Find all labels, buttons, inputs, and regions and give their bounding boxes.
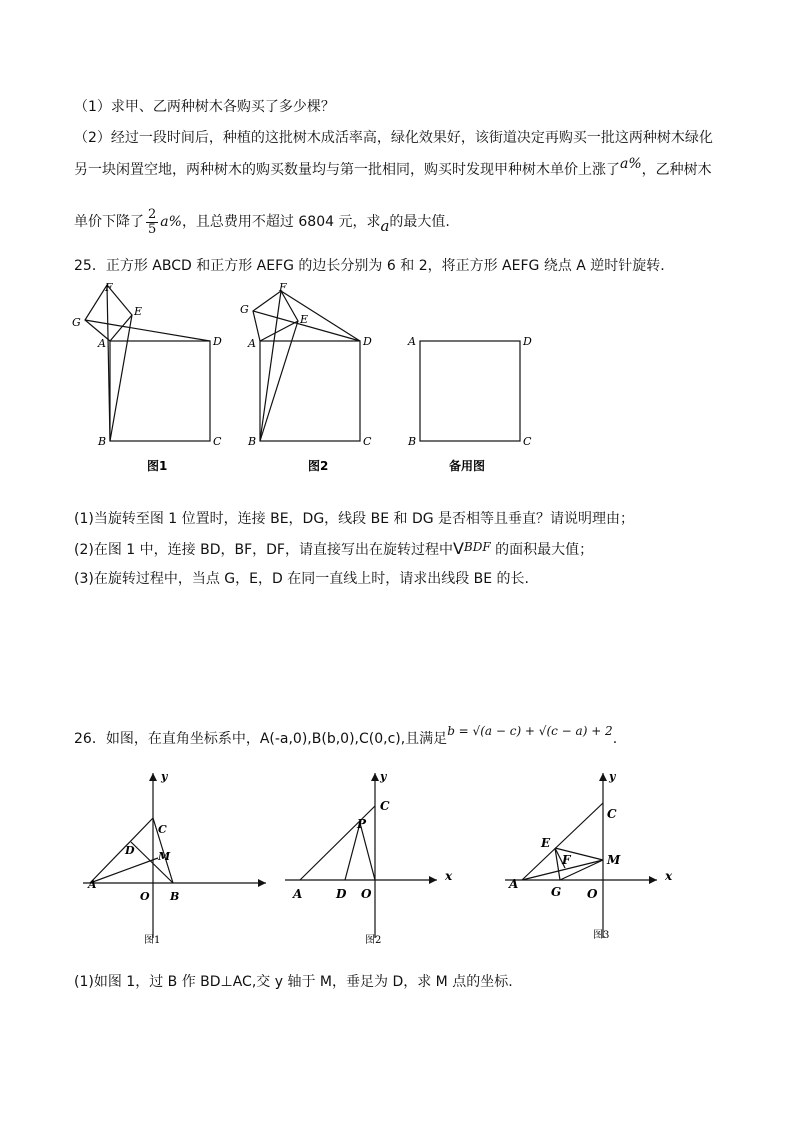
q26-text: 26．如图，在直角坐标系中，A(-a,0),B(b,0),C(0,c),且满足 xyxy=(74,731,448,747)
label-B: B xyxy=(98,435,107,448)
label-C: C xyxy=(523,435,532,448)
figure-caption: 图2 xyxy=(365,935,382,946)
figure-caption: 图2 xyxy=(308,459,329,473)
label-G: G xyxy=(240,303,249,316)
fraction-numerator: 2 xyxy=(148,206,157,222)
label-O: O xyxy=(361,887,372,901)
q25-figure-2 xyxy=(210,275,390,480)
label-M: M xyxy=(158,850,171,863)
label-B: B xyxy=(248,435,257,448)
label-x: x xyxy=(445,869,453,883)
q26-text: . xyxy=(612,731,618,747)
q25-question-3: (3)在旋转过程中，当点 G，E，D 在同一直线上时，请求出线段 BE 的长. xyxy=(74,571,530,587)
label-E: E xyxy=(300,313,309,326)
label-C: C xyxy=(607,807,617,821)
label-A: A xyxy=(293,887,303,901)
label-B: B xyxy=(170,890,180,903)
label-F: F xyxy=(562,853,571,867)
label-y: y xyxy=(609,770,616,783)
q24-part2-line2 xyxy=(74,156,712,180)
label-E: E xyxy=(134,305,143,318)
q25-text: (2)在图 1 中，连接 BD，BF，DF，请直接写出在旋转过程中 xyxy=(74,542,453,558)
q24-part2-line1: （2）经过一段时间后，种植的这批树木成活率高，绿化效果好，该街道决定再购买一批这两种树木绿化 xyxy=(74,130,713,146)
q26-figure-3 xyxy=(505,768,685,943)
q24-var-a-percent: a% xyxy=(160,214,182,230)
label-A: A xyxy=(88,878,97,891)
label-C: C xyxy=(380,799,390,813)
fraction-two-fifths xyxy=(146,208,158,237)
label-A: A xyxy=(408,335,416,348)
label-P: P xyxy=(357,817,367,831)
q24-var-a-percent: a% xyxy=(620,156,642,172)
label-D: D xyxy=(125,844,135,857)
label-M: M xyxy=(607,853,621,867)
fraction-denominator: 5 xyxy=(148,221,157,237)
label-F: F xyxy=(105,281,113,294)
label-D: D xyxy=(523,335,532,348)
q24-text: 的最大值. xyxy=(389,214,450,230)
q24-text: ，乙种树木 xyxy=(641,162,712,178)
label-G: G xyxy=(72,316,81,329)
q26-figure-2 xyxy=(285,768,470,948)
q26-question-1: (1)如图 1，过 B 作 BD⊥AC,交 y 轴于 M，垂足为 D，求 M 点的坐标. xyxy=(74,974,513,990)
q25-text: 的面积最大值； xyxy=(490,542,594,558)
q25-stem: 25．正方形 ABCD 和正方形 AEFG 的边长分别为 6 和 2，将正方形 AEFG 绕点 A 逆时针旋转. xyxy=(74,258,665,274)
label-A: A xyxy=(509,877,519,891)
triangle-symbol: V xyxy=(452,539,464,558)
label-G: G xyxy=(551,885,562,899)
q25-figure-backup xyxy=(370,275,550,480)
q25-question-1: (1)当旋转至图 1 位置时，连接 BE，DG，线段 BE 和 DG 是否相等且垂直？请说明理由； xyxy=(74,511,635,527)
label-x: x xyxy=(665,869,673,883)
label-D: D xyxy=(213,335,222,348)
label-C: C xyxy=(158,823,167,836)
q24-text: 单价下降了 xyxy=(74,214,144,230)
label-O: O xyxy=(140,890,150,903)
label-D: D xyxy=(336,887,347,901)
label-B: B xyxy=(408,435,417,448)
label-y: y xyxy=(380,770,387,783)
label-y: y xyxy=(161,770,168,783)
q24-text: ，且总费用不超过 6804 元，求 xyxy=(181,214,381,230)
q26-figure-1 xyxy=(78,768,278,948)
triangle-name: BDF xyxy=(463,540,491,554)
q24-part1: （1）求甲、乙两种树木各购买了多少棵？ xyxy=(74,99,335,115)
label-C: C xyxy=(213,435,222,448)
label-D: D xyxy=(363,335,372,348)
q24-var-a: a xyxy=(380,217,390,235)
q24-part2-line3 xyxy=(74,206,450,237)
figure-caption: 图1 xyxy=(144,935,161,946)
label-O: O xyxy=(587,887,598,901)
q24-text: 另一块闲置空地，两种树木的购买数量均与第一批相同，购买时发现甲种树木单价上涨了 xyxy=(74,162,620,178)
label-A: A xyxy=(248,337,256,350)
q26-condition: b = √(a − c) + √(c − a) + 2 xyxy=(447,724,613,738)
figure-caption: 图1 xyxy=(147,459,168,473)
label-A: A xyxy=(98,337,106,350)
q26-stem xyxy=(74,724,618,749)
label-C: C xyxy=(363,435,372,448)
label-E: E xyxy=(541,836,551,850)
label-F: F xyxy=(279,281,287,294)
figure-caption: 备用图 xyxy=(449,459,486,473)
figure-caption: 图3 xyxy=(593,930,610,941)
q25-question-2 xyxy=(74,539,593,560)
